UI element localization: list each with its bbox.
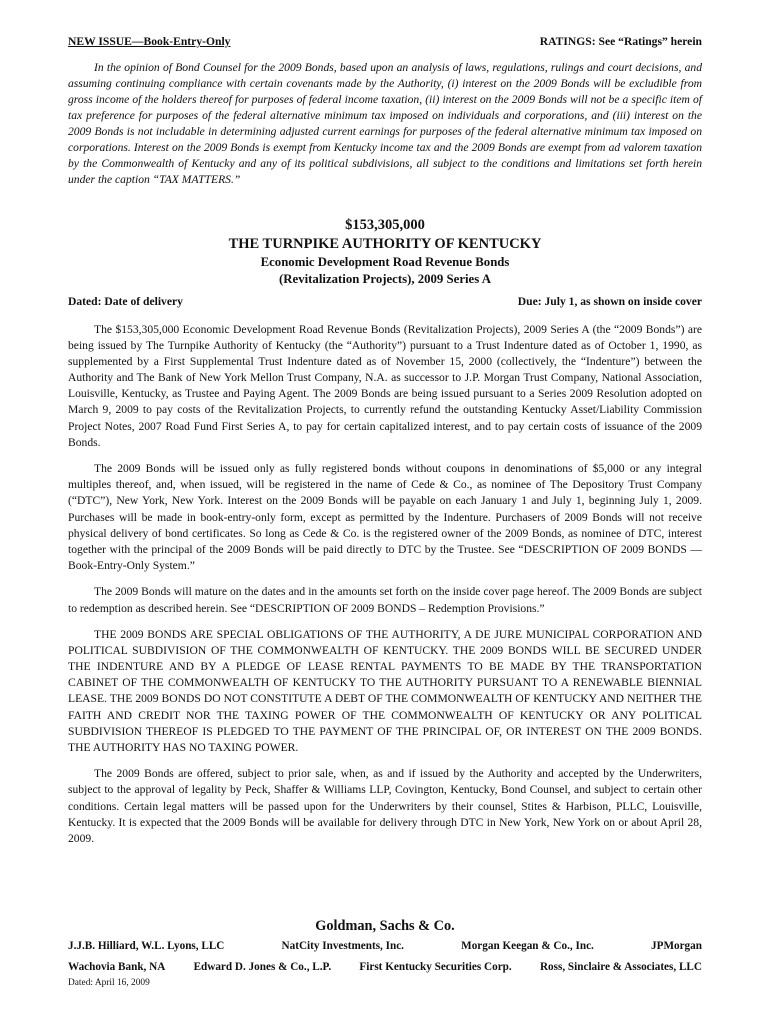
issuer-name: THE TURNPIKE AUTHORITY OF KENTUCKY (228, 236, 542, 252)
due-label: Due: July 1, as shown on inside cover (517, 295, 702, 308)
document-date: Dated: April 16, 2009 (68, 978, 150, 988)
bond-counsel-opinion: In the opinion of Bond Counsel for the 2009 Bonds, based upon an analysis of laws, regulations, rulings and court decisions, and assuming continuing compliance with certain covenants made by the Authority, (i) interest on the 2009 Bonds will be excludible from gross income of the holders thereof for purposes of federal income taxation, (ii) interest on the 2009 Bonds will not be a specific item of tax preference for purposes of the federal alternative minimum tax imposed on individuals and corporations, and (iii) interest on the 2009 Bonds is not includable in determining adjusted current earnings for purposes of the federal alternative minimum tax imposed on corporations. Interest on the 2009 Bonds is exempt from Kentucky income tax and the 2009 Bonds are exempt from ad valorem taxation by the Commonwealth of Kentucky and any of its political subdivisions, all subject to the conditions and limitations set forth herein under the caption “TAX MATTERS.” (68, 61, 702, 186)
lead-underwriter: Goldman, Sachs & Co. (315, 918, 455, 934)
underwriter: Morgan Keegan & Co., Inc. (461, 940, 594, 952)
bond-title-line-1: Economic Development Road Revenue Bonds (260, 255, 510, 269)
underwriter: JPMorgan (651, 940, 702, 952)
underwriter: First Kentucky Securities Corp. (359, 961, 512, 973)
paragraph-maturity: The 2009 Bonds will mature on the dates and in the amounts set forth on the inside cover page hereof. The 2009 Bonds are subject to redemption as described herein. See “DESCRIPTION OF 2009 BONDS – Redemption Provisions.” (68, 585, 702, 615)
underwriter: NatCity Investments, Inc. (281, 940, 404, 952)
underwriter: J.J.B. Hilliard, W.L. Lyons, LLC (68, 940, 225, 952)
paragraph-issuance: The $153,305,000 Economic Development Road Revenue Bonds (Revitalization Projects), 2009 Series A (the “2009 Bonds”) are being issued by The Turnpike Authority of Kentucky (the “Authority”) pursuant to a Trust Indenture dated as of October 1, 1990, as supplemented by a First Supplemental Trust Indenture dated as of November 15, 2000 (collectively, the “Indenture”) between the Authority and The Bank of New York Mellon Trust Company, N.A. as successor to J.P. Morgan Trust Company, National Association, Louisville, Kentucky, as Trustee and Paying Agent. The 2009 Bonds are being issued pursuant to a Series 2009 Resolution adopted on March 9, 2009 to pay costs of the Revitalization Projects, to currently refund the outstanding Kentucky Asset/Liability Commission Project Notes, 2007 Road Fund First Series A, to pay for certain capitalized interest, and to pay certain costs of issuance of the 2009 Bonds. (68, 323, 702, 449)
underwriter: Ross, Sinclaire & Associates, LLC (539, 961, 702, 973)
bond-title-line-2: (Revitalization Projects), 2009 Series A (279, 272, 491, 286)
paragraph-special-obligations: THE 2009 BONDS ARE SPECIAL OBLIGATIONS OF THE AUTHORITY, A DE JURE MUNICIPAL CORPORATION AND POLITICAL SUBDIVISION OF THE COMMONWEALTH OF KENTUCKY. THE 2009 BONDS WILL BE SECURED UNDER THE INDENTURE AND BY A PLEDGE OF LEASE RENTAL PAYMENTS TO BE MADE BY THE TRANSPORTATION CABINET OF THE COMMONWEALTH OF KENTUCKY TO THE AUTHORITY PURSUANT TO A RENEWABLE BIENNIAL LEASE. THE 2009 BONDS DO NOT CONSTITUTE A DEBT OF THE COMMONWEALTH OF KENTUCKY AND NEITHER THE FAITH AND CREDIT NOR THE TAXING POWER OF THE COMMONWEALTH OF KENTUCKY OR ANY POLITICAL SUBDIVISION THEREOF IS PLEDGED TO THE PAYMENT OF THE PRINCIPAL OF, OR INTEREST ON THE 2009 BONDS. THE AUTHORITY HAS NO TAXING POWER. (68, 628, 702, 754)
page-header (68, 35, 702, 48)
underwriters-row-1 (68, 940, 702, 952)
underwriters-row-2 (68, 961, 702, 973)
paragraph-registration: The 2009 Bonds will be issued only as fully registered bonds without coupons in denominations of $5,000 or any integral multiples thereof, and, when issued, will be registered in the name of Cede & Co., as nominee of The Depository Trust Company (“DTC”), New York, New York. Interest on the 2009 Bonds will be payable on each January 1 and July 1, beginning July 1, 2009. Purchases will be made in book-entry-only form, except as permitted by the Indenture. Purchasers of 2009 Bonds will not receive physical delivery of bond certificates. So long as Cede & Co. is the registered owner of the 2009 Bonds, as nominee of DTC, interest together with the principal of the 2009 Bonds will be paid directly to DTC by the Trustee. See “DESCRIPTION OF 2009 BONDS — Book-Entry-Only System.” (68, 462, 702, 572)
underwriters-block (68, 917, 702, 973)
title-block (68, 216, 702, 288)
dated-label: Dated: Date of delivery (68, 295, 183, 308)
paragraph-offering: The 2009 Bonds are offered, subject to prior sale, when, as and if issued by the Authority and accepted by the Underwriters, subject to the approval of legality by Peck, Shaffer & Williams LLP, Covington, Kentucky, Bond Counsel, and subject to certain other conditions. Certain legal matters will be passed upon for the Underwriters by their counsel, Stites & Harbison, PLLC, Louisville, Kentucky. It is expected that the 2009 Bonds will be available for delivery through DTC in New York, New York on or about April 28, 2009. (68, 767, 702, 845)
issue-amount: $153,305,000 (345, 217, 425, 233)
underwriter: Wachovia Bank, NA (68, 961, 166, 973)
underwriter: Edward D. Jones & Co., L.P. (193, 961, 332, 973)
ratings-label: RATINGS: See “Ratings” herein (539, 35, 702, 48)
body-text (68, 322, 702, 857)
dated-due-row (68, 295, 702, 308)
new-issue-label: NEW ISSUE—Book-Entry-Only (68, 35, 231, 48)
